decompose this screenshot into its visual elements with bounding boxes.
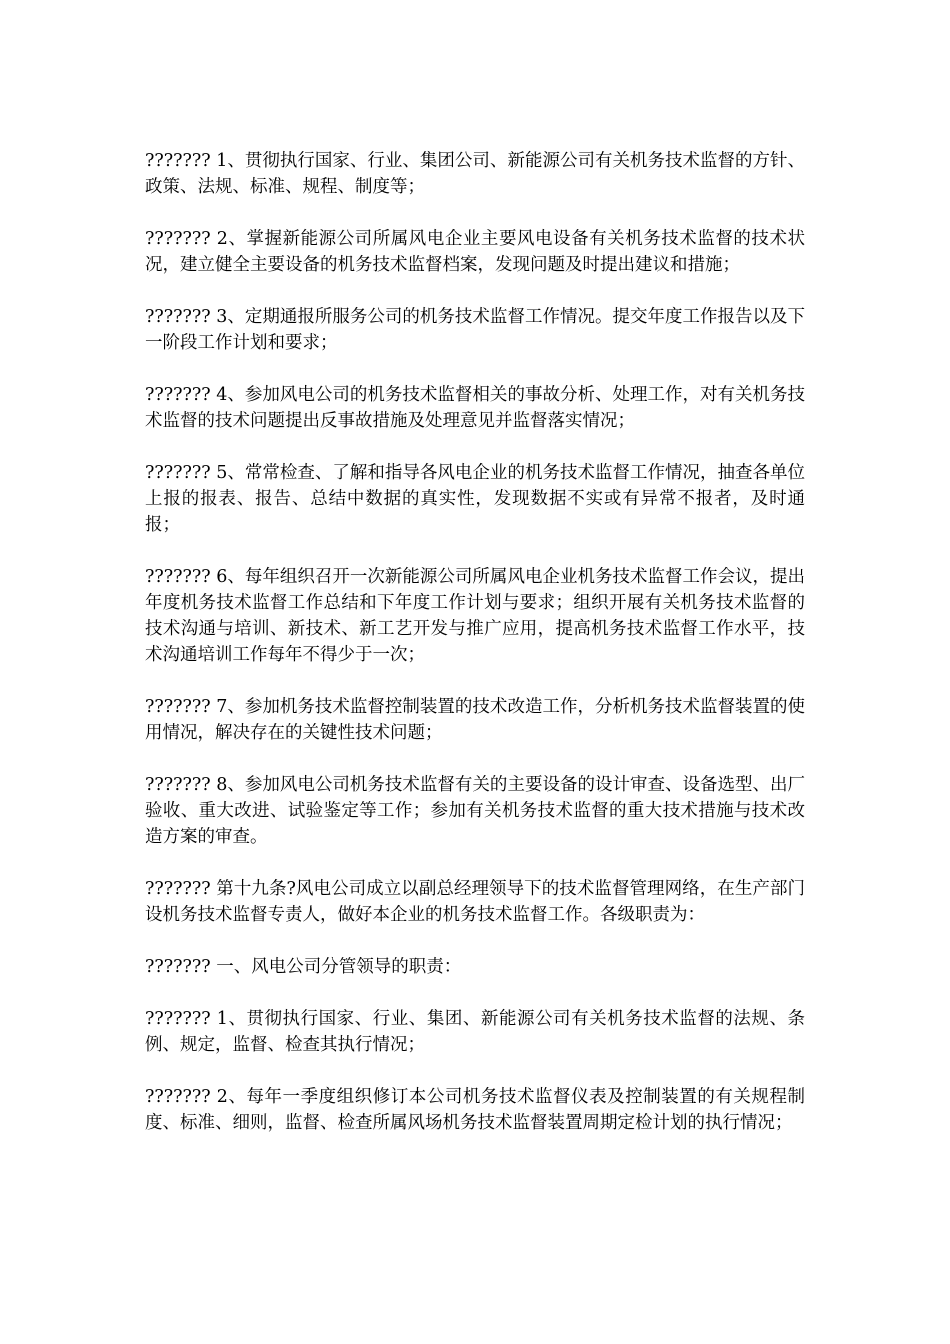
paragraph-leader-duty-2: ??????? 2、每年一季度组织修订本公司机务技术监督仪表及控制装置的有关规程制度、标准、细则，监督、检查所属风场机务技术监督装置周期定检计划的执行情况； xyxy=(145,1087,805,1133)
paragraph-article-19: ??????? 第十九条?风电公司成立以副总经理领导下的技术监督管理网络，在生产部门设机务技术监督专责人，做好本企业的机务技术监督工作。各级职责为： xyxy=(145,879,805,925)
paragraph-duty-8: ??????? 8、参加风电公司机务技术监督有关的主要设备的设计审查、设备选型、出厂验收、重大改进、试验鉴定等工作；参加有关机务技术监督的重大技术措施与技术改造方案的审查。 xyxy=(145,775,805,847)
paragraph-duty-3: ??????? 3、定期通报所服务公司的机务技术监督工作情况。提交年度工作报告以及下一阶段工作计划和要求； xyxy=(145,307,805,353)
paragraph-duty-7: ??????? 7、参加机务技术监督控制装置的技术改造工作，分析机务技术监督装置的使用情况，解决存在的关键性技术问题； xyxy=(145,697,805,743)
paragraph-duty-4: ??????? 4、参加风电公司的机务技术监督相关的事故分析、处理工作，对有关机务技术监督的技术问题提出反事故措施及处理意见并监督落实情况； xyxy=(145,385,805,431)
paragraph-leader-duty-1: ??????? 1、贯彻执行国家、行业、集团、新能源公司有关机务技术监督的法规、条例、规定，监督、检查其执行情况； xyxy=(145,1009,805,1055)
paragraph-duty-5: ??????? 5、常常检查、了解和指导各风电企业的机务技术监督工作情况，抽查各单位上报的报表、报告、总结中数据的真实性，发现数据不实或有异常不报者，及时通报； xyxy=(145,463,805,535)
document-page xyxy=(145,148,805,1162)
paragraph-duty-1: ??????? 1、贯彻执行国家、行业、集团公司、新能源公司有关机务技术监督的方针、政策、法规、标准、规程、制度等； xyxy=(145,151,805,197)
paragraph-section-heading: ??????? 一、风电公司分管领导的职责： xyxy=(145,957,462,977)
paragraph-duty-6: ??????? 6、每年组织召开一次新能源公司所属风电企业机务技术监督工作会议，提出年度机务技术监督工作总结和下年度工作计划与要求；组织开展有关机务技术监督的技术沟通与培训、新技术、新工艺开发与推广应用，提高机务技术监督工作水平，技术沟通培训工作每年不得少于一次； xyxy=(145,567,805,665)
paragraph-duty-2: ??????? 2、掌握新能源公司所属风电企业主要风电设备有关机务技术监督的技术状况，建立健全主要设备的机务技术监督档案，发现问题及时提出建议和措施； xyxy=(145,229,805,275)
